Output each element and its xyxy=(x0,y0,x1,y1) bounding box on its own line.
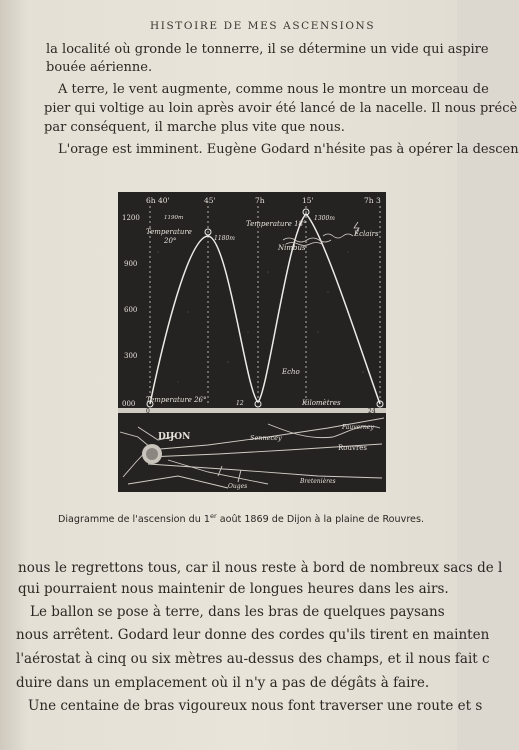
map-label-senneces: Sennecey xyxy=(250,434,282,442)
diagram-svg xyxy=(118,192,386,492)
text-line: Le ballon se pose à terre, dans les bras de quelques paysans xyxy=(30,604,445,620)
altitude-label: 300 xyxy=(124,352,138,360)
caption-suffix: août 1869 de Dijon à la plaine de Rouvres. xyxy=(216,514,424,526)
text-line: A terre, le vent augmente, comme nous le montre un morceau de xyxy=(58,82,489,97)
annotation-metres: 1190m xyxy=(164,215,184,221)
map-label-dijon: DIJON xyxy=(158,432,191,442)
map-label-bretenieres: Bretenières xyxy=(300,478,336,485)
text-line: par conséquent, il marche plus vite que nous. xyxy=(44,120,345,135)
text-line: nous arrêtent. Godard leur donne des cordes qu'ils tirent en mainten xyxy=(16,627,490,643)
text-line: Une centaine de bras vigoureux nous font traverser une route et s xyxy=(28,698,483,714)
altitude-label: 600 xyxy=(124,306,138,314)
annotation-temp-left: Temperature xyxy=(146,228,192,236)
time-label: 7h 3 xyxy=(364,196,381,205)
text-line: l'aérostat à cinq ou six mètres au-dessus des champs, et il nous fait c xyxy=(16,651,490,667)
caption-superscript: er xyxy=(209,512,217,520)
text-line: duire dans un emplacement où il n'y a pas de dégâts à faire. xyxy=(16,675,430,691)
km-zero: 0 xyxy=(146,408,150,415)
dijon-city-core xyxy=(146,448,158,460)
annotation-temp-right: Temperature 18° xyxy=(246,220,307,228)
map-label-rouvres: Rouvres xyxy=(338,444,368,452)
annotation-peak-left: 1180m xyxy=(214,235,235,242)
time-label: 6h 40' xyxy=(146,196,170,205)
text-line: L'orage est imminent. Eugène Godard n'hésite pas à opérer la descen xyxy=(58,142,519,157)
caption-prefix: Diagramme de l'ascension du 1 xyxy=(58,514,210,526)
time-label: 7h xyxy=(255,196,265,205)
annotation-km-12: 12 xyxy=(236,400,244,407)
altitude-label: 900 xyxy=(124,260,138,268)
altitude-label: 000 xyxy=(122,400,136,408)
ground-line xyxy=(118,408,386,413)
text-line: pier qui voltige au loin après avoir été lancé de la nacelle. Il nous précè xyxy=(44,101,518,116)
annotation-temp-left-value: 20° xyxy=(164,237,177,245)
text-line: la localité où gronde le tonnerre, il se détermine un vide qui aspire xyxy=(46,42,489,57)
annotation-temp-bottom: Temperature 26° xyxy=(146,396,207,404)
annotation-kilometres: Kilomètres xyxy=(302,399,341,407)
ascension-diagram xyxy=(118,192,386,492)
time-label: 45' xyxy=(204,196,216,205)
running-head: HISTOIRE DE MES ASCENSIONS xyxy=(150,20,376,32)
figure-caption xyxy=(58,512,424,525)
annotation-nimbus: Nimbus xyxy=(278,244,306,252)
map-label-ouges: Ouges xyxy=(228,483,248,490)
text-line: qui pourraient nous maintenir de longues heures dans les airs. xyxy=(18,581,449,597)
annotation-eclairs: Éclairs xyxy=(354,230,379,238)
annotation-echo: Echo xyxy=(282,368,300,376)
altitude-label: 1200 xyxy=(122,214,140,222)
km-24: 24 xyxy=(368,408,376,415)
text-line: bouée aérienne. xyxy=(46,60,153,75)
map-label-fauverney: Fauverney xyxy=(342,424,374,431)
time-label: 15' xyxy=(302,196,314,205)
annotation-peak-right: 1300m xyxy=(314,215,335,222)
text-line: nous le regrettons tous, car il nous reste à bord de nombreux sacs de l xyxy=(18,560,503,576)
